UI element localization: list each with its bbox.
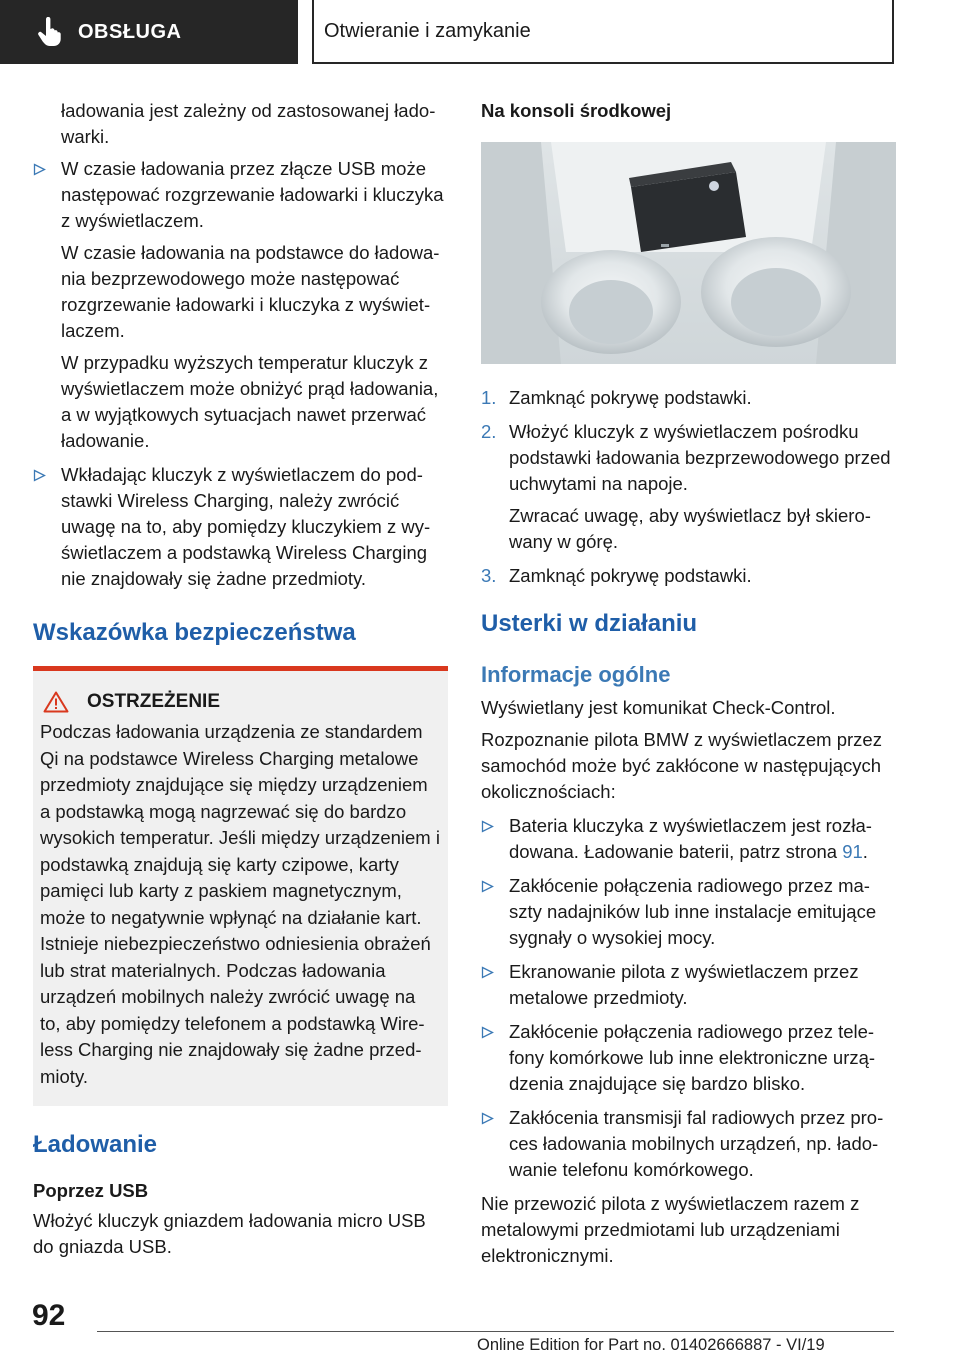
section-tab bbox=[0, 0, 298, 64]
recognition-text: Rozpoznanie pilota BMW z wyświetlaczem przez samochód może być zakłócone w następujących okolicznościach: bbox=[481, 729, 882, 802]
page-reference-link[interactable]: 91 bbox=[842, 841, 863, 862]
warning-title: OSTRZEŻENIE bbox=[87, 691, 221, 712]
check-control-text: Wyświetlany jest komunikat Check-Control. bbox=[481, 697, 836, 718]
usb-subheading: Poprzez USB bbox=[33, 1180, 149, 1201]
list-item bbox=[33, 156, 448, 454]
step-note: Zwracać uwagę, aby wyświetlacz był skierowany w górę. bbox=[509, 505, 871, 552]
bullet-text: Wkładając kluczyk z wyświetlaczem do podstawki Wireless Charging, należy zwrócić uwagę na to, aby pomiędzy kluczykiem z wyświetlaczem a podstawką Wireless Charging nie znajdowały się żadne przedmioty. bbox=[61, 464, 431, 589]
right-column bbox=[481, 98, 896, 1275]
edition-text: Online Edition for Part no. 01402666887 - VI/19 bbox=[477, 1336, 825, 1354]
page-number: 92 bbox=[32, 1299, 66, 1332]
triangle-right-icon bbox=[481, 1112, 494, 1125]
charging-heading: Ładowanie bbox=[33, 1131, 158, 1158]
step-item bbox=[481, 563, 896, 589]
warning-box bbox=[33, 666, 448, 1106]
step-text: Zamknąć pokrywę podstawki. bbox=[509, 387, 752, 408]
section-label: OBSŁUGA bbox=[78, 20, 182, 43]
triangle-right-icon bbox=[481, 1026, 494, 1039]
step-text: Zamknąć pokrywę podstawki. bbox=[509, 565, 752, 586]
triangle-right-icon bbox=[33, 469, 46, 482]
warning-text: Podczas ładowania urządzenia ze standardem Qi na podstawce Wireless Charging metalowe przedmioty znajdujące się między urządzeniem a podstawką mogą nagrzewać się do bardzo wysokich temperatur. Jeśli między urządzeniem i podstawką znajdują się karty czipowe, karty pamięci lub karty z paskiem magnetycznym, może to negatywnie wpłynąć na działanie kart. Istnieje niebezpieczeństwo odniesienia obrażeń lub strat materialnych. Podczas ładowania urządzeń mobilnych należy zwrócić uwagę na to, aby pomiędzy telefonem a podstawką Wireless Charging nie znajdowały się żadne przedmioty. bbox=[40, 721, 440, 1087]
bullet-period: . bbox=[862, 841, 868, 862]
bullet-text bbox=[509, 813, 896, 865]
list-item bbox=[481, 813, 896, 865]
list-item bbox=[481, 873, 896, 951]
bullet-paragraph: W czasie ładowania na podstawce do ładowania bezprzewodowego może następować rozgrzewanie ładowarki i kluczyka z wyświetlaczem. bbox=[61, 242, 440, 341]
triangle-right-icon bbox=[481, 880, 494, 893]
list-item bbox=[33, 462, 448, 592]
hand-pointer-icon bbox=[30, 12, 70, 52]
warning-triangle-icon bbox=[43, 691, 69, 713]
triangle-right-icon bbox=[481, 966, 494, 979]
bullet-text: Ekranowanie pilota z wyświetlaczem przez metalowe przedmioty. bbox=[509, 961, 859, 1008]
charging-tray-photo bbox=[481, 142, 896, 364]
triangle-right-icon bbox=[481, 820, 494, 833]
list-item bbox=[481, 959, 896, 1011]
safety-heading: Wskazówka bezpieczeństwa bbox=[33, 619, 356, 646]
left-column bbox=[33, 98, 448, 1266]
bullet-paragraph: W przypadku wyższych temperatur kluczyk z wyświetlaczem może obniżyć prąd ładowania, a w wyjątkowych sytuacjach nawet przerwać ładowanie. bbox=[61, 352, 439, 451]
bullet-text: W czasie ładowania przez złącze USB może następować rozgrzewanie ładowarki i kluczyka z wyświetlaczem. bbox=[61, 158, 444, 231]
bullet-text-main: Bateria kluczyka z wyświetlaczem jest rozładowana. Ładowanie baterii, patrz strona bbox=[509, 815, 872, 862]
bullet-text: Zakłócenie połączenia radiowego przez maszty nadajników lub inne instalacje emitujące sygnały o wysokiej mocy. bbox=[509, 875, 877, 948]
warning-header bbox=[43, 689, 440, 715]
usb-text: Włożyć kluczyk gniazdem ładowania micro USB do gniazda USB. bbox=[33, 1210, 426, 1257]
triangle-right-icon bbox=[33, 163, 46, 176]
malfunction-heading: Usterki w działaniu bbox=[481, 610, 698, 637]
step-item bbox=[481, 419, 896, 555]
step-item bbox=[481, 385, 896, 411]
step-number: 3. bbox=[481, 565, 497, 586]
list-item bbox=[481, 1019, 896, 1097]
bullet-text: Zakłócenie połączenia radiowego przez telefony komórkowe lub inne elektroniczne urządzenia znajdujące się bardzo blisko. bbox=[509, 1021, 876, 1094]
step-number: 2. bbox=[481, 421, 497, 442]
console-heading: Na konsoli środkowej bbox=[481, 100, 672, 121]
step-text: Włożyć kluczyk z wyświetlaczem pośrodku podstawki ładowania bezprzewodowego przed uchwytami na napoje. bbox=[509, 421, 891, 494]
step-number: 1. bbox=[481, 387, 497, 408]
footer-divider bbox=[97, 1331, 894, 1332]
chapter-title: Otwieranie i zamykanie bbox=[312, 0, 894, 64]
intro-continuation: ładowania jest zależny od zastosowanej ładowarki. bbox=[61, 100, 436, 147]
list-item bbox=[481, 1105, 896, 1183]
final-text: Nie przewozić pilota z wyświetlaczem razem z metalowymi przedmiotami lub urządzeniami elektronicznymi. bbox=[481, 1193, 860, 1266]
bullet-text: Zakłócenia transmisji fal radiowych przez proces ładowania mobilnych urządzeń, np. ładowanie telefonu komórkowego. bbox=[509, 1107, 884, 1180]
general-info-heading: Informacje ogólne bbox=[481, 662, 671, 687]
